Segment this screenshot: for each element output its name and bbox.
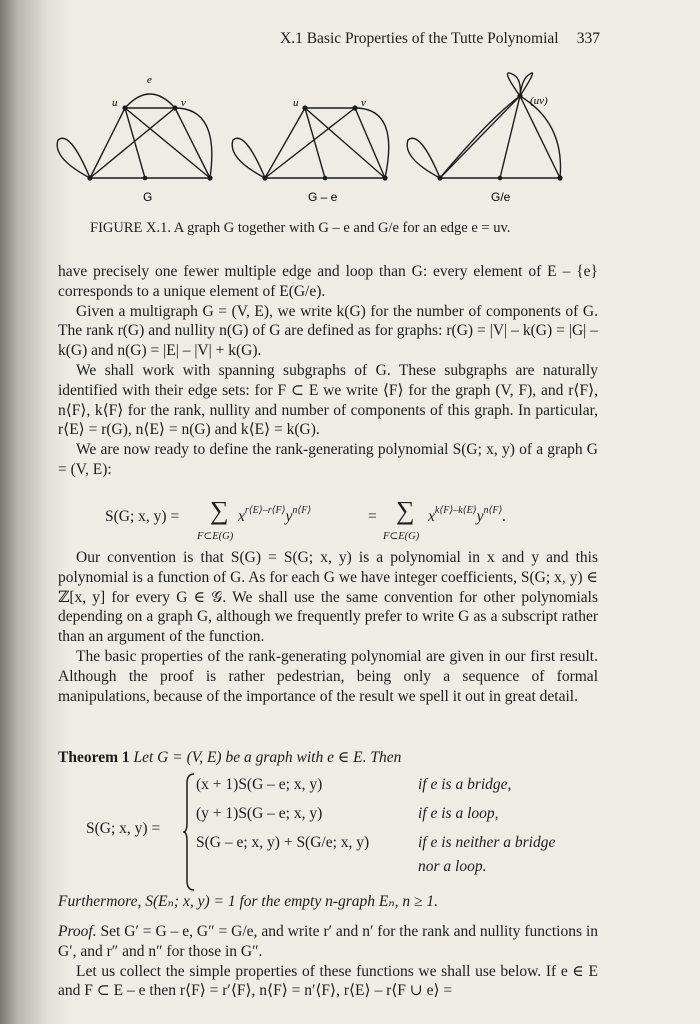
graph-G-label: G bbox=[143, 190, 153, 204]
label-e: e bbox=[147, 74, 152, 86]
furthermore-text: Furthermore, S(Eₙ; x, y) = 1 for the empty n-graph Eₙ, n ≥ 1. bbox=[58, 893, 439, 910]
body-text-top bbox=[58, 262, 598, 480]
proof-body: Set G′ = G – e, G″ = G/e, and write r′ and n′ for the rank and nullity functions in G′, and r″ and n″ for those in G″. bbox=[58, 923, 598, 960]
case-1-cond: if e is a bridge, bbox=[418, 776, 512, 793]
paragraph-5: Our convention is that S(G) = S(G; x, y) is a polynomial in x and y and this polynomial is a function of G. As for each G we have integer coefficients, S(G; x, y) ∈ ℤ[x, y] for every G ∈ 𝒢. We shall use the same convention for other polynomials depending on a graph G, although we frequently prefer to write G as a subscript rather than an argument of the function. bbox=[58, 549, 598, 646]
label-u-2: u bbox=[293, 97, 299, 109]
case-3-cond: if e is neither a bridge bbox=[418, 834, 556, 851]
sum-symbol-1: ∑ bbox=[210, 496, 229, 525]
graph-G-minus-e-label: G – e bbox=[308, 190, 338, 204]
equation-term2: $x^{k⟨F⟩-k⟨E⟩}y^{n⟨F⟩}$. bbox=[428, 505, 507, 525]
theorem-label: Theorem 1 bbox=[58, 749, 130, 766]
paragraph-6: The basic properties of the rank-generating polynomial are given in our first result. Although the proof is rather pedestrian, being only a sequence of formal manipulations, because of the importance of the result we spell it out in great detail. bbox=[58, 647, 598, 705]
label-v-2: v bbox=[361, 97, 366, 109]
case-2-expr: (y + 1)S(G – e; x, y) bbox=[196, 805, 323, 822]
case-1-expr: (x + 1)S(G – e; x, y) bbox=[196, 776, 323, 793]
paragraph-2: Given a multigraph G = (V, E), we write k(G) for the number of components of G. The rank r(G) and nullity n(G) of G are defined as for graphs: r(G) = |V| – k(G) = |G| – k(G) and n(G) = |E| – |V| + k(G). bbox=[58, 302, 598, 360]
body-text-middle bbox=[58, 548, 598, 706]
figure-graphs bbox=[50, 68, 610, 208]
label-u: u bbox=[112, 97, 118, 109]
paragraph-last: Let us collect the simple properties of these functions we shall use below. If e ∈ E and F ⊂ E – e then r⟨F⟩ = r′⟨F⟩, n⟨F⟩ = n′⟨F⟩, r⟨E⟩ – r⟨F ∪ e⟩ = bbox=[58, 962, 598, 1000]
case-2-cond: if e is a loop, bbox=[418, 805, 499, 822]
page-number: 337 bbox=[576, 30, 600, 47]
equation-term1: $x^{r⟨E⟩-r⟨F⟩}y^{n⟨F⟩}$ bbox=[238, 505, 312, 525]
left-brace bbox=[183, 773, 195, 891]
label-uv: (uv) bbox=[530, 95, 548, 107]
paragraph-1: have precisely one fewer multiple edge and loop than G: every element of E – {e} corresponds to a unique element of E(G/e). bbox=[58, 263, 598, 300]
case-3-cond-cont: nor a loop. bbox=[418, 858, 487, 875]
proof-label: Proof. bbox=[58, 923, 97, 940]
furthermore-line bbox=[58, 892, 598, 912]
sum-subscript-1: F⊂E(G) bbox=[197, 531, 234, 542]
equation-equals: = bbox=[368, 508, 377, 525]
equation-lhs: S(G; x, y) = bbox=[105, 508, 180, 525]
proof-text bbox=[58, 922, 598, 1001]
graph-G-minus-e bbox=[232, 108, 389, 178]
graph-G-contract-e-label: G/e bbox=[491, 190, 511, 204]
paragraph-3: We shall work with spanning subgraphs of G. These subgraphs are naturally identified with their edge sets: for F ⊂ E we write ⟨F⟩ for the graph (V, F), and r⟨F⟩, n⟨F⟩, k⟨F⟩ for the rank, nullity and number of components of this graph. In particular, r⟨E⟩ = r(G), n⟨E⟩ = n(G) and k⟨E⟩ = k(G). bbox=[58, 361, 598, 439]
figure-caption: FIGURE X.1. A graph G together with G – e and G/e for an edge e = uv. bbox=[90, 220, 511, 236]
running-head-title: X.1 Basic Properties of the Tutte Polynomial bbox=[280, 30, 559, 47]
graph-G-contract-e bbox=[407, 73, 560, 178]
graph-G bbox=[57, 94, 212, 178]
label-v: v bbox=[181, 97, 186, 109]
paragraph-4: We are now ready to define the rank-generating polynomial S(G; x, y) of a graph G = (V, E): bbox=[58, 441, 598, 478]
theorem-statement: Let G = (V, E) be a graph with e ∈ E. Then bbox=[133, 749, 402, 766]
sum-subscript-2: F⊂E(G) bbox=[383, 531, 420, 542]
sum-symbol-2: ∑ bbox=[396, 496, 415, 525]
theorem-lhs: S(G; x, y) = bbox=[86, 820, 161, 837]
case-3-expr: S(G – e; x, y) + S(G/e; x, y) bbox=[196, 834, 370, 851]
theorem-1-header bbox=[58, 748, 401, 767]
